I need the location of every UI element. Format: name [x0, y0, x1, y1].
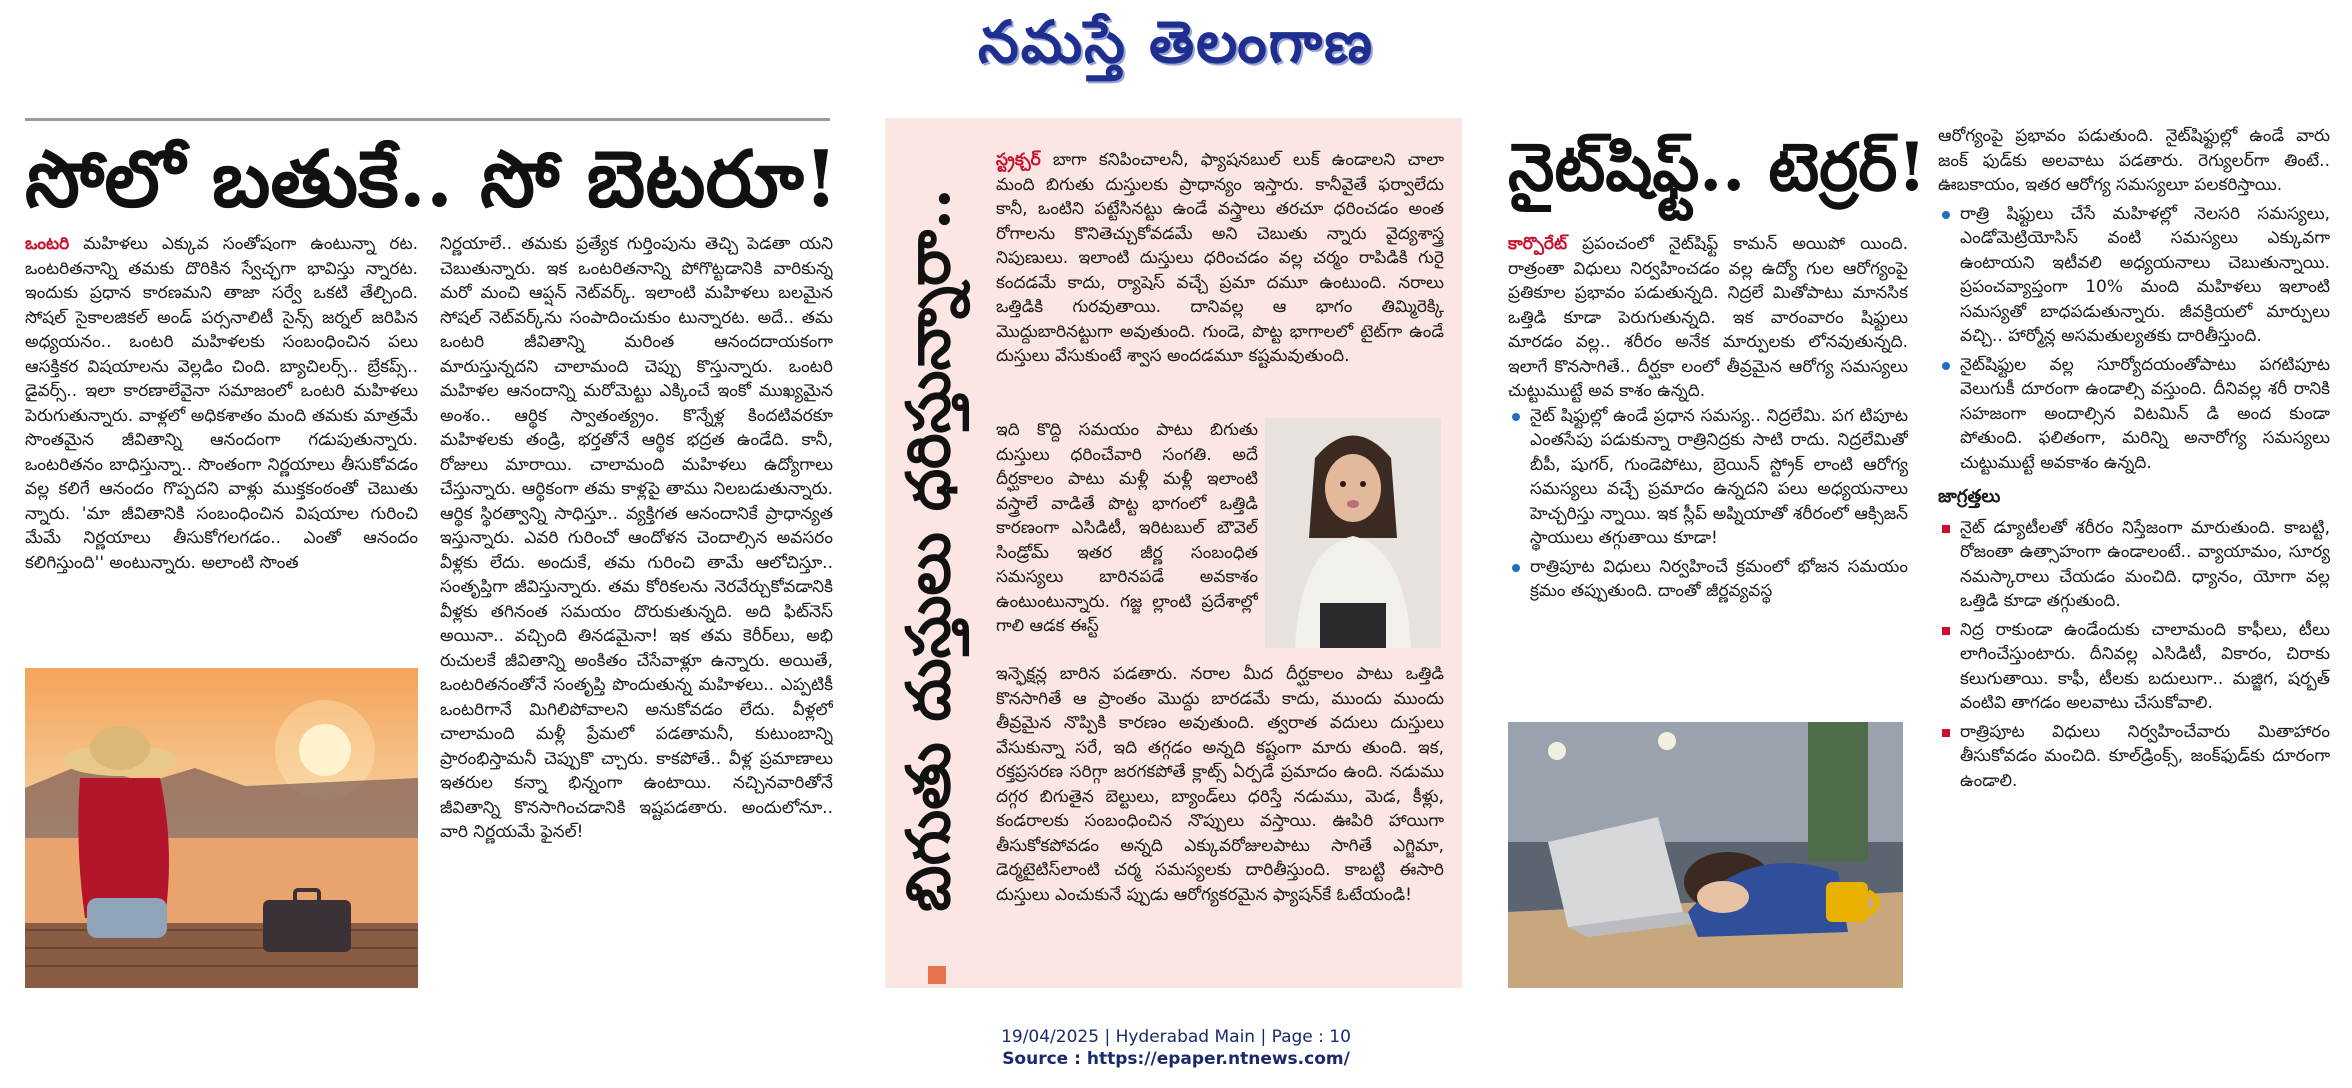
masthead-title: నమస్తే తెలంగాణ: [978, 8, 1374, 76]
article1-lead-word: ఒంటరి: [25, 234, 70, 254]
tip-item: రాత్రిపూట విధులు నిర్వహించేవారు మితాహారం తీసుకోవడం మంచిది. కూల్‌డ్రింక్స్, జంక్‌ఫుడ్‌కు దూరంగా ఉండాలి.: [1938, 720, 2330, 794]
article3-lead-word: కార్పొరేట్: [1508, 234, 1568, 254]
article1-headline: సోలో బతుకే.. సో బెటరూ!: [25, 134, 839, 225]
section-rule: [25, 118, 830, 121]
article2-text-top-body: బాగా కనిపించాలనీ, ఫ్యాషనబుల్ లుక్ ఉండాలని చాలా మంది బిగుతు దుస్తులకు ప్రాధాన్యం ఇస్తారు. కానీవైతే ఫర్వాలేదు కానీ, ఒంటిని పట్టేసినట్టు ఉండే వస్త్రాలు తరచూ ధరించడం అంత రోగాలను కొనితెచ్చుకోవడమే అని చెబుతు న్నారు వైద్యశాస్త్ర నిపుణులు. ఇలాంటి దుస్తులు ధరించడం వల్ల చర్మం రాపిడికి గురై కందడమే కాదు, ర్యాషెస్ వచ్చే ప్రమా దమూ ఉంటుంది. నరాలు ఒత్తిడికి గురవుతాయి. దానివల్ల ఆ భాగం తిమ్మిరెక్కి మొద్దుబారినట్టుగా అవుతుంది. గుండె, పొట్ట భాగాలలో టైట్‌గా ఉండే దుస్తులు వేసుకుంటే శ్వాస అందడమూ కష్టమవుతుంది.: [996, 150, 1444, 366]
article3-column-1: [1508, 232, 1908, 710]
article3-headline: నైట్‌షిఫ్ట్.. టెర్రర్!: [1508, 128, 1927, 206]
article1-col1-text: మహిళలు ఎక్కువ సంతోషంగా ఉంటున్నా రట. ఒంటరితనాన్ని తమకు దొరికిన స్వేచ్ఛగా భావిస్తు న్నారట. ఇందుకు ప్రధాన కారణమని తాజా సర్వే ఒకటి తేల్చింది. సోషల్ సైకాలజికల్ అండ్ పర్సనాలిటీ సైన్స్ జర్నల్ జరిపిన అధ్యయనం.. ఒంటరి మహిళలకు సంబంధించిన పలు ఆసక్తికర విషయాలను వెల్లడిం చింది. బ్యాచిలర్స్.. బ్రేకప్స్.. డైవర్స్.. ఇలా కారణాలేవైనా సమాజంలో ఒంటరి మహిళలు పెరుగుతున్నారు. వాళ్లలో అధికశాతం మంది తమకు మాత్రమే సొంతమైన జీవితాన్ని ఆనందంగా గడుపుతున్నారు. ఒంటరితనం బాధిస్తున్నా.. సొంతంగా నిర్ణయాలు తీసుకోవడం వల్ల కలిగే ఆనందం గొప్పదని వాళ్లు ముక్తకంఠంతో చెబుతు న్నారు. 'మా జీవితానికి సంబంధించిన విషయాల గురించి మేమే నిర్ణయాలు తీసుకోగలగడం.. ఎంతో ఆనందం కలిగిస్తుంది'' అంటున్నారు. అలాంటి సొంత: [25, 234, 418, 573]
footer-date-edition: 19/04/2025 | Hyderabad Main | Page : 10: [1001, 1027, 1351, 1047]
article2-text-bottom: [996, 662, 1444, 968]
bullet-item: రాత్రి షిఫ్టులు చేసే మహిళల్లో నెలసరి సమస్యలు, ఎండోమెట్రియోసిస్ వంటి సమస్యలు ఎక్కువగా ఉంటాయని ఇటీవలి అధ్యయనాలు చెబుతున్నాయి. ప్రపంచవ్యాప్తంగా 10% మంది మహిళలు ఇలాంటి సమస్యతో బాధపడుతున్నారు. జీవక్రియలో మార్పులు వచ్చి.. హార్మోన్ల అసమతుల్యతకు దారితీస్తుంది.: [1938, 202, 2330, 349]
page-footer: [0, 1026, 2352, 1070]
article1-col2-text: నిర్ణయాలే.. తమకు ప్రత్యేక గుర్తింపును తెచ్చి పెడతా యని చెబుతున్నారు. ఇక ఒంటరితనాన్ని పోగొట్టడానికి వారికున్న మరో మంచి ఆప్షన్ నెట్‌వర్క్. ఇలాంటి మహిళలు బలమైన సోషల్ నెట్‌వర్క్‌ను సంపాదించుకుం టున్నారట. అదే.. తమ ఒంటరి జీవితాన్ని మరింత ఆనందదాయకంగా మారుస్తున్నదని చాలామంది చెప్పు కొస్తున్నారు. ఒంటరి మహిళల ఆనందాన్ని మరోమెట్టు ఎక్కించే ఇంకో ముఖ్యమైన అంశం.. ఆర్థిక స్వాతంత్య్రం. కొన్నేళ్ల కిందటివరకూ మహిళలకు తండ్రి, భర్తతోనే ఆర్థిక భద్రత ఉండేది. కానీ, రోజులు మారాయి. చాలామంది మహిళలు ఉద్యోగాలు చేస్తున్నారు. ఆర్థికంగా తమ కాళ్లపై తాము నిలబడుతున్నారు. ఆర్థిక స్థిరత్వాన్ని సాధిస్తూ.. వ్యక్తిగత ఆనందానికే ప్రాధాన్యత ఇస్తున్నారు. ఎవరి గురించో ఆందోళన చెందాల్సిన అవసరం వీళ్లకు లేదు. అందుకే, తమ గురించి తామే ఆలోచిస్తూ.. సంతృప్తిగా జీవిస్తున్నారు. తమ కోరికలను నెరవేర్చుకోవడానికి వీళ్లకు తగినంత సమయం దొరుకుతున్నది. అది ఫిట్‌నెస్ అయినా.. వచ్చింది తినడమైనా! ఇక తమ కెరీర్‌లు, అభి రుచులకే జీవితాన్ని అంకితం చేసేవాళ్లూ ఉన్నారు. అయితే, ఒంటరితనంతోనే సంతృప్తి పొందుతున్న మహిళలు.. ఎప్పటికీ ఒంటరిగానే మిగిలిపోవాలని అనుకోవడం లేదు. వీళ్లలో చాలామంది మళ్లీ ప్రేమలో పడతామనీ, కుటుంబాన్ని ప్రారంభిస్తామనీ చెప్పుకొ చ్చారు. కాకపోతే.. వీళ్ల ప్రమాణాలు ఇతరుల కన్నా భిన్నంగా ఉంటాయి. నచ్చినవారితోనే జీవితాన్ని కొనసాగించడానికి ఇష్టపడతారు. అందులోనూ.. వారి నిర్ణయమే ఫైనల్!: [440, 234, 833, 842]
article1-column-2: [440, 232, 833, 992]
article3-subhead: జాగ్రత్తలు: [1938, 486, 2001, 507]
tip-item: నైట్ డ్యూటీలతో శరీరం నిస్తేజంగా మారుతుంది. కాబట్టి, రోజంతా ఉత్సాహంగా ఉండాలంటే.. వ్యాయామం, సూర్య నమస్కారాలు చేయడం మంచిది. ధ్యానం, యోగా వల్ల ఒత్తిడి కూడా తగ్గుతుంది.: [1938, 516, 2330, 614]
bullet-item: నైట్ షిఫ్టుల్లో ఉండే ప్రధాన సమస్య.. నిద్రలేమి. పగ టిపూట ఎంతసేపు పడుకున్నా రాత్రినిద్రకు సాటి రాదు. నిద్రలేమితో బీపీ, షుగర్, గుండెపోటు, బ్రెయిన్ స్ట్రోక్ లాంటి ఆరోగ్య సమస్యలు వచ్చే ప్రమాదం ఉన్నదని పలు అధ్యయనాలు హెచ్చరిస్తు న్నాయి. ఇక స్లీప్ అప్నియాతో శరీరంలో ఆక్సిజన్ స్థాయులు తగ్గుతాయి కూడా!: [1508, 404, 1908, 551]
article3-col2-intro: ఆరోగ్యంపై ప్రభావం పడుతుంది. నైట్‌షిఫ్టుల్లో ఉండే వారు జంక్ ఫుడ్‌కు అలవాటు పడతారు. రెగ్యులర్‌గా తింటే.. ఊబకాయం, ఇతర ఆరోగ్య సమస్యలూ పలకరిస్తాయి.: [1938, 126, 2330, 195]
article3-bullets-col2: [1938, 202, 2330, 476]
woman-tight-clothes-image: [1265, 418, 1441, 648]
article1-photo: [25, 668, 418, 988]
article2-text-bottom-body: ఇన్ఫెక్షన్ల బారిన పడతారు. నరాల మీద దీర్ఘకాలం పాటు ఒత్తిడి కొనసాగితే ఆ ప్రాంతం మొద్దు బారడమే కాదు, ముందు ముందు తీవ్రమైన నొప్పికి కారణం అవుతుంది. త్వరాత వదులు దుస్తులు వేసుకున్నా సరే, ఇది తగ్గడం అన్నది కష్టంగా మారు తుంది. ఇక, రక్తప్రసరణ సరిగ్గా జరగకపోతే క్లాట్స్ ఏర్పడే ప్రమాదం ఉంది. నడుము దగ్గర బిగుతైన బెల్టులు, బ్యాండ్‌లు ధరిస్తే నడుము, మెడ, కీళ్లు, కండరాలకు సంబంధించిన నొప్పులు వస్తాయి. ఊపిరి హాయిగా తీసుకోకపోవడం అన్నది ఎక్కువరోజులపాటు సాగితే ఎగ్జిమా, డెర్మటైటిస్‌లాంటి చర్మ సమస్యలకు దారితీస్తుంది. కాబట్టి ఈసారి దుస్తులు ఎంచుకునే ప్పుడు ఆరోగ్యకరమైన ఫ్యాషన్‌కే ఓటేయండి!: [996, 664, 1444, 905]
article2-lead-word: స్ట్రక్చర్: [996, 150, 1041, 170]
tip-item: నిద్ర రాకుండా ఉండేందుకు చాలామంది కాఫీలు, టీలు లాగించేస్తుంటారు. దీనివల్ల ఎసిడిటీ, వికారం, చిరాకు కలుగుతాయి. కాఫీ, టీలకు బదులుగా.. మజ్జిగ, షర్బత్ వంటివి తాగడం అలవాటు చేసుకోవాలి.: [1938, 618, 2330, 716]
article2-vertical-title-box: [896, 140, 976, 960]
article2-text-top: [996, 148, 1444, 416]
article3-column-2: [1938, 124, 2330, 994]
bullet-item: నైట్‌షిఫ్టుల వల్ల సూర్యోదయంతోపాటు పగటిపూట వెలుగుకీ దూరంగా ఉండాల్సి వస్తుంది. దీనివల్ల శరీ రానికి సహజంగా అందాల్సిన విటమిన్ డి అంద కుండా పోతుంది. ఫలితంగా, మరిన్ని అనారోగ్య సమస్యలు చుట్టుముట్టే అవకాశం ఉన్నది.: [1938, 353, 2330, 476]
article2-photo: [1265, 418, 1441, 648]
article1-column-1: [25, 232, 418, 657]
footer-source-link[interactable]: Source : https://epaper.ntnews.com/: [1002, 1049, 1350, 1069]
sleeping-at-desk-image: [1508, 722, 1903, 988]
article2-vertical-title: బిగుతు దుస్తులు ధరిస్తున్నారా..: [894, 188, 964, 912]
article3-bullets-col1: [1508, 404, 1908, 604]
masthead: [0, 8, 2352, 91]
article3-tips: [1938, 516, 2330, 794]
woman-on-pier-image: [25, 668, 418, 988]
bullet-item: రాత్రిపూట విధులు నిర్వహించే క్రమంలో భోజన సమయం క్రమం తప్పుతుంది. దాంతో జీర్ణవ్యవస్థ: [1508, 555, 1908, 604]
article2-marker: [928, 966, 946, 984]
article2-text-mid-body: ఇది కొద్ది సమయం పాటు బిగుతు దుస్తులు ధరించేవారి సంగతి. అదే దీర్ఘకాలం పాటు మళ్లీ మళ్లీ ఇలాంటి వస్త్రాలే వాడితే పొట్ట భాగంలో ఒత్తిడి కారణంగా ఎసిడిటీ, ఇరిటబుల్ బౌవెల్ సిండ్రోమ్ ఇతర జీర్ణ సంబంధిత సమస్యలు బారినపడే అవకాశం ఉంటుంటున్నారు. గజ్జ ల్లాంటి ప్రదేశాల్లో గాలి ఆడక ఈస్ట్: [996, 420, 1258, 636]
article3-intro-text: ప్రపంచంలో నైట్‌షిఫ్ట్ కామన్ అయిపో యింది. రాత్రంతా విధులు నిర్వహించడం వల్ల ఉద్యో గుల ఆరోగ్యంపై ప్రతికూల ప్రభావం పడుతున్నది. నిద్రలే మితోపాటు మానసిక ఒత్తిడి కూడా పెరుగుతున్నది. ఇక వారంవారం షిఫ్టులు మారడం వల్ల.. శరీరం అనేక మార్పులకు లోనవుతున్నది. ఇలాగే కొనసాగితే.. దీర్ఘకా లంలో తీవ్రమైన ఆరోగ్య సమస్యలు చుట్టుముట్టే అవ కాశం ఉన్నది.: [1508, 234, 1908, 401]
article2-text-mid: [996, 418, 1258, 658]
article3-photo: [1508, 722, 1903, 988]
